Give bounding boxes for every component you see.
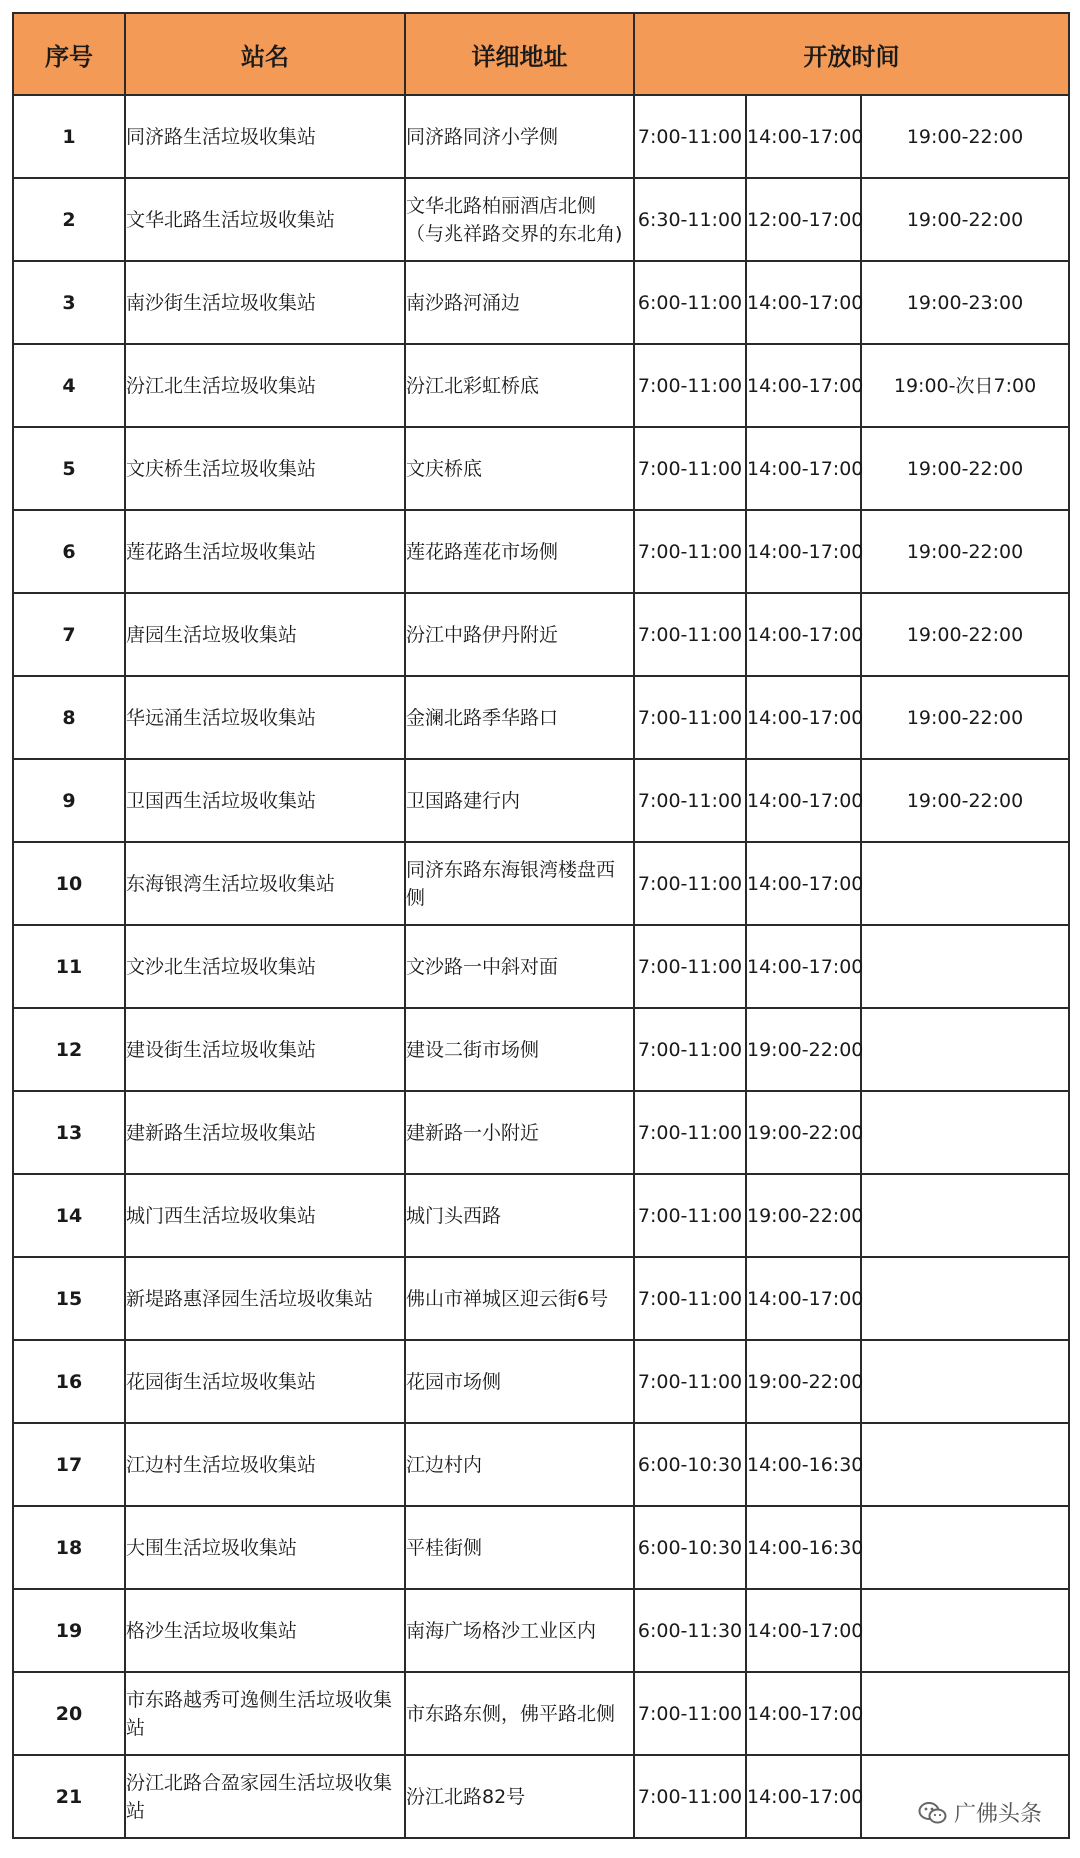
cell-num: 16 [13, 1340, 125, 1423]
cell-station-name: 莲花路生活垃圾收集站 [125, 510, 405, 593]
cell-num: 8 [13, 676, 125, 759]
table-row [13, 1174, 1069, 1257]
cell-time-3: 19:00-22:00 [861, 427, 1069, 510]
cell-station-name: 市东路越秀可逸侧生活垃圾收集站 [125, 1672, 405, 1755]
cell-station-name: 花园街生活垃圾收集站 [125, 1340, 405, 1423]
cell-station-name: 大围生活垃圾收集站 [125, 1506, 405, 1589]
cell-time-1: 7:00-11:00 [634, 759, 746, 842]
cell-time-3 [861, 1423, 1069, 1506]
cell-address: 建新路一小附近 [405, 1091, 634, 1174]
cell-time-2: 14:00-17:00 [746, 95, 861, 178]
cell-time-3 [861, 1340, 1069, 1423]
table-row [13, 1589, 1069, 1672]
cell-time-2: 12:00-17:00 [746, 178, 861, 261]
cell-num: 14 [13, 1174, 125, 1257]
cell-num: 4 [13, 344, 125, 427]
cell-time-1: 7:00-11:00 [634, 510, 746, 593]
cell-station-name: 南沙街生活垃圾收集站 [125, 261, 405, 344]
cell-time-2: 14:00-16:30 [746, 1506, 861, 1589]
cell-num: 5 [13, 427, 125, 510]
cell-address: 汾江北路82号 [405, 1755, 634, 1838]
table-container [12, 12, 1068, 1846]
cell-address: 汾江北彩虹桥底 [405, 344, 634, 427]
cell-time-3: 19:00-22:00 [861, 510, 1069, 593]
table-row [13, 842, 1069, 925]
cell-num: 6 [13, 510, 125, 593]
cell-time-2: 14:00-17:00 [746, 925, 861, 1008]
cell-address: 城门头西路 [405, 1174, 634, 1257]
table-row [13, 1091, 1069, 1174]
cell-num: 10 [13, 842, 125, 925]
table-row [13, 510, 1069, 593]
table-row [13, 925, 1069, 1008]
cell-time-2: 19:00-22:00 [746, 1091, 861, 1174]
header-row [13, 13, 1069, 95]
collection-station-table [12, 12, 1070, 1839]
cell-num: 19 [13, 1589, 125, 1672]
cell-time-2: 14:00-17:00 [746, 842, 861, 925]
cell-station-name: 东海银湾生活垃圾收集站 [125, 842, 405, 925]
cell-address: 建设二街市场侧 [405, 1008, 634, 1091]
cell-num: 12 [13, 1008, 125, 1091]
cell-time-3: 19:00-22:00 [861, 759, 1069, 842]
cell-time-1: 7:00-11:00 [634, 1174, 746, 1257]
table-row [13, 427, 1069, 510]
cell-num: 1 [13, 95, 125, 178]
cell-time-2: 14:00-17:00 [746, 427, 861, 510]
cell-num: 3 [13, 261, 125, 344]
table-body [13, 95, 1069, 1838]
cell-time-3: 19:00-23:00 [861, 261, 1069, 344]
cell-station-name: 同济路生活垃圾收集站 [125, 95, 405, 178]
watermark [914, 1795, 1046, 1830]
cell-time-1: 7:00-11:00 [634, 1672, 746, 1755]
cell-time-2: 19:00-22:00 [746, 1340, 861, 1423]
cell-address: 南海广场格沙工业区内 [405, 1589, 634, 1672]
cell-time-2: 14:00-17:00 [746, 344, 861, 427]
cell-time-3: 19:00-22:00 [861, 178, 1069, 261]
cell-time-1: 6:00-10:30 [634, 1423, 746, 1506]
cell-time-1: 7:00-11:00 [634, 427, 746, 510]
cell-time-3 [861, 842, 1069, 925]
cell-num: 11 [13, 925, 125, 1008]
cell-station-name: 江边村生活垃圾收集站 [125, 1423, 405, 1506]
cell-num: 15 [13, 1257, 125, 1340]
table-row [13, 759, 1069, 842]
cell-time-2: 14:00-17:00 [746, 1755, 861, 1838]
table-row [13, 676, 1069, 759]
cell-station-name: 文庆桥生活垃圾收集站 [125, 427, 405, 510]
cell-num: 18 [13, 1506, 125, 1589]
table-row [13, 95, 1069, 178]
watermark-text: 广佛头条 [953, 1802, 1042, 1827]
cell-time-2: 14:00-16:30 [746, 1423, 861, 1506]
table-row [13, 1755, 1069, 1838]
cell-address: 文华北路柏丽酒店北侧（与兆祥路交界的东北角) [405, 178, 634, 261]
cell-address: 文沙路一中斜对面 [405, 925, 634, 1008]
header-hours: 开放时间 [634, 13, 1069, 95]
cell-station-name: 汾江北生活垃圾收集站 [125, 344, 405, 427]
cell-time-1: 7:00-11:00 [634, 344, 746, 427]
table-row [13, 1672, 1069, 1755]
cell-station-name: 新堤路惠泽园生活垃圾收集站 [125, 1257, 405, 1340]
cell-time-1: 7:00-11:00 [634, 95, 746, 178]
cell-time-3 [861, 1506, 1069, 1589]
cell-time-1: 7:00-11:00 [634, 925, 746, 1008]
cell-time-1: 7:00-11:00 [634, 1257, 746, 1340]
cell-time-2: 14:00-17:00 [746, 759, 861, 842]
cell-time-1: 6:00-11:30 [634, 1589, 746, 1672]
cell-station-name: 格沙生活垃圾收集站 [125, 1589, 405, 1672]
cell-time-1: 6:00-10:30 [634, 1506, 746, 1589]
table-row [13, 1506, 1069, 1589]
cell-num: 20 [13, 1672, 125, 1755]
cell-time-2: 19:00-22:00 [746, 1008, 861, 1091]
cell-time-1: 6:00-11:00 [634, 261, 746, 344]
cell-station-name: 唐园生活垃圾收集站 [125, 593, 405, 676]
wechat-icon [918, 1800, 948, 1826]
table-row [13, 1340, 1069, 1423]
cell-address: 卫国路建行内 [405, 759, 634, 842]
cell-station-name: 卫国西生活垃圾收集站 [125, 759, 405, 842]
cell-address: 花园市场侧 [405, 1340, 634, 1423]
cell-time-2: 14:00-17:00 [746, 261, 861, 344]
table-row [13, 1008, 1069, 1091]
cell-time-2: 14:00-17:00 [746, 593, 861, 676]
cell-time-3 [861, 1257, 1069, 1340]
cell-time-2: 14:00-17:00 [746, 1672, 861, 1755]
cell-time-3 [861, 1174, 1069, 1257]
cell-time-3: 19:00-次日7:00 [861, 344, 1069, 427]
table-row [13, 1257, 1069, 1340]
cell-time-2: 14:00-17:00 [746, 510, 861, 593]
cell-num: 7 [13, 593, 125, 676]
cell-time-3 [861, 1672, 1069, 1755]
cell-time-1: 7:00-11:00 [634, 1091, 746, 1174]
cell-address: 南沙路河涌边 [405, 261, 634, 344]
cell-address: 文庆桥底 [405, 427, 634, 510]
cell-time-1: 7:00-11:00 [634, 1755, 746, 1838]
cell-time-3: 19:00-22:00 [861, 676, 1069, 759]
cell-address: 同济东路东海银湾楼盘西侧 [405, 842, 634, 925]
cell-time-3 [861, 1589, 1069, 1672]
header-address: 详细地址 [405, 13, 634, 95]
cell-address: 市东路东侧，佛平路北侧 [405, 1672, 634, 1755]
cell-address: 莲花路莲花市场侧 [405, 510, 634, 593]
cell-num: 17 [13, 1423, 125, 1506]
cell-time-3 [861, 1091, 1069, 1174]
cell-time-1: 7:00-11:00 [634, 1008, 746, 1091]
cell-station-name: 建新路生活垃圾收集站 [125, 1091, 405, 1174]
cell-address: 佛山市禅城区迎云街6号 [405, 1257, 634, 1340]
cell-time-1: 6:30-11:00 [634, 178, 746, 261]
cell-station-name: 华远涌生活垃圾收集站 [125, 676, 405, 759]
cell-address: 同济路同济小学侧 [405, 95, 634, 178]
cell-time-1: 7:00-11:00 [634, 842, 746, 925]
cell-time-2: 14:00-17:00 [746, 676, 861, 759]
cell-num: 13 [13, 1091, 125, 1174]
cell-address: 金澜北路季华路口 [405, 676, 634, 759]
cell-station-name: 文沙北生活垃圾收集站 [125, 925, 405, 1008]
cell-time-2: 14:00-17:00 [746, 1589, 861, 1672]
cell-time-2: 14:00-17:00 [746, 1257, 861, 1340]
cell-time-3: 19:00-22:00 [861, 95, 1069, 178]
cell-address: 汾江中路伊丹附近 [405, 593, 634, 676]
cell-address: 平桂街侧 [405, 1506, 634, 1589]
cell-address: 江边村内 [405, 1423, 634, 1506]
table-row [13, 178, 1069, 261]
cell-time-1: 7:00-11:00 [634, 676, 746, 759]
table-row [13, 261, 1069, 344]
header-name: 站名 [125, 13, 405, 95]
table-row [13, 1423, 1069, 1506]
cell-time-3: 19:00-22:00 [861, 593, 1069, 676]
cell-time-1: 7:00-11:00 [634, 1340, 746, 1423]
cell-time-2: 19:00-22:00 [746, 1174, 861, 1257]
header-num: 序号 [13, 13, 125, 95]
cell-time-3 [861, 925, 1069, 1008]
table-row [13, 593, 1069, 676]
cell-station-name: 汾江北路合盈家园生活垃圾收集站 [125, 1755, 405, 1838]
table-row [13, 344, 1069, 427]
cell-num: 21 [13, 1755, 125, 1838]
cell-num: 2 [13, 178, 125, 261]
cell-station-name: 建设街生活垃圾收集站 [125, 1008, 405, 1091]
cell-time-3 [861, 1008, 1069, 1091]
cell-num: 9 [13, 759, 125, 842]
cell-station-name: 城门西生活垃圾收集站 [125, 1174, 405, 1257]
cell-station-name: 文华北路生活垃圾收集站 [125, 178, 405, 261]
cell-time-1: 7:00-11:00 [634, 593, 746, 676]
